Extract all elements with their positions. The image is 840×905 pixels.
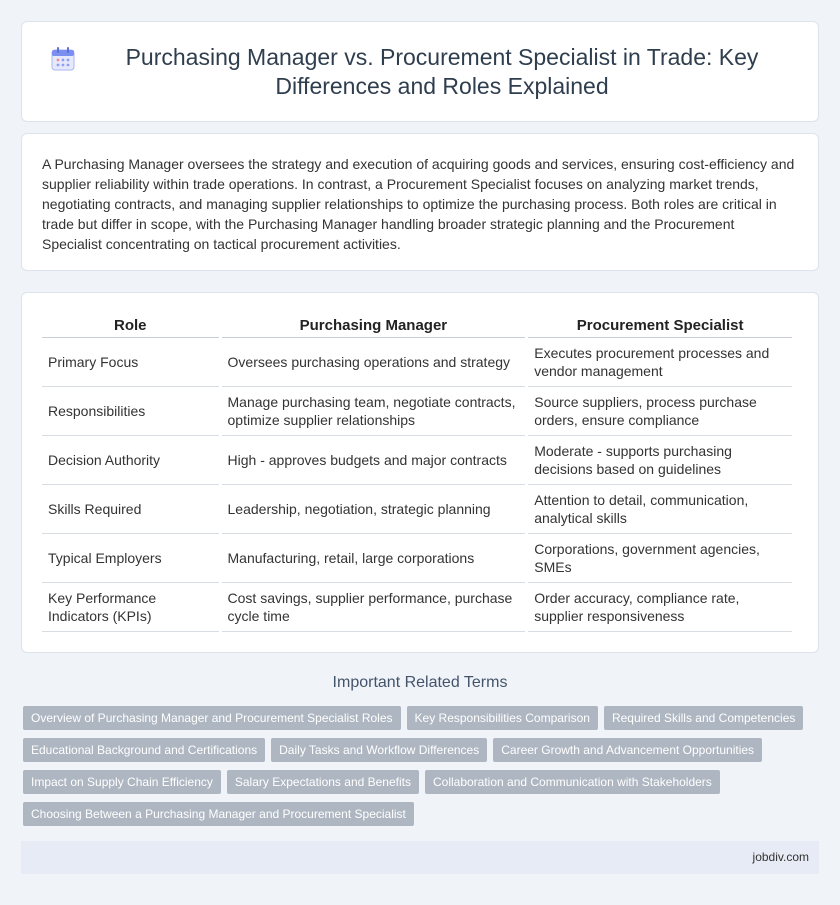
row-label: Skills Required — [42, 485, 219, 534]
purchasing-manager-cell: Manage purchasing team, negotiate contracts, optimize supplier relationships — [222, 387, 526, 436]
related-term-tag[interactable]: Impact on Supply Chain Efficiency — [23, 770, 221, 794]
related-term-tag[interactable]: Salary Expectations and Benefits — [227, 770, 419, 794]
related-term-tag[interactable]: Overview of Purchasing Manager and Procurement Specialist Roles — [23, 706, 401, 730]
calendar-icon — [50, 46, 76, 72]
related-term-tag[interactable]: Required Skills and Competencies — [604, 706, 803, 730]
intro-card — [21, 133, 819, 271]
footer-site-link[interactable]: jobdiv.com — [752, 850, 809, 864]
purchasing-manager-cell: Leadership, negotiation, strategic planning — [222, 485, 526, 534]
related-term-tag[interactable]: Collaboration and Communication with Stakeholders — [425, 770, 720, 794]
column-header-procurement-specialist: Procurement Specialist — [528, 307, 792, 338]
table-row — [42, 534, 792, 583]
title-wrap — [50, 43, 790, 101]
purchasing-manager-cell: Manufacturing, retail, large corporations — [222, 534, 526, 583]
page-title: Purchasing Manager vs. Procurement Specialist in Trade: Key Differences and Roles Explained — [125, 43, 759, 99]
table-row — [42, 485, 792, 534]
related-terms-list — [23, 706, 823, 834]
related-term-tag[interactable]: Career Growth and Advancement Opportunities — [493, 738, 762, 762]
procurement-specialist-cell: Attention to detail, communication, analytical skills — [528, 485, 792, 534]
related-term-tag[interactable]: Choosing Between a Purchasing Manager and Procurement Specialist — [23, 802, 414, 826]
footer — [21, 841, 819, 874]
purchasing-manager-cell: Oversees purchasing operations and strategy — [222, 338, 526, 387]
procurement-specialist-cell: Order accuracy, compliance rate, supplier responsiveness — [528, 583, 792, 632]
procurement-specialist-cell: Executes procurement processes and vendor management — [528, 338, 792, 387]
comparison-table — [39, 307, 795, 632]
procurement-specialist-cell: Corporations, government agencies, SMEs — [528, 534, 792, 583]
row-label: Key Performance Indicators (KPIs) — [42, 583, 219, 632]
intro-paragraph: A Purchasing Manager oversees the strategy and execution of acquiring goods and services, ensuring cost-efficiency and supplier reliability within trade operations. In contrast, a Procurement Specialist focuses on analyzing market trends, negotiating contracts, and managing supplier relationships to optimize the purchasing process. Both roles are critical in trade but differ in scope, with the Purchasing Manager handling broader strategic planning and the Procurement Specialist concentrating on tactical procurement activities. — [42, 156, 795, 252]
procurement-specialist-cell: Source suppliers, process purchase orders, ensure compliance — [528, 387, 792, 436]
procurement-specialist-cell: Moderate - supports purchasing decisions based on guidelines — [528, 436, 792, 485]
table-header-row — [42, 307, 792, 338]
column-header-purchasing-manager: Purchasing Manager — [222, 307, 526, 338]
row-label: Responsibilities — [42, 387, 219, 436]
row-label: Decision Authority — [42, 436, 219, 485]
row-label: Primary Focus — [42, 338, 219, 387]
related-terms-heading: Important Related Terms — [332, 674, 508, 691]
related-term-tag[interactable]: Daily Tasks and Workflow Differences — [271, 738, 487, 762]
header-card — [21, 21, 819, 122]
purchasing-manager-cell: Cost savings, supplier performance, purchase cycle time — [222, 583, 526, 632]
related-term-tag[interactable]: Educational Background and Certifications — [23, 738, 265, 762]
table-row — [42, 338, 792, 387]
table-row — [42, 583, 792, 632]
column-header-role: Role — [42, 307, 219, 338]
related-term-tag[interactable]: Key Responsibilities Comparison — [407, 706, 598, 730]
row-label: Typical Employers — [42, 534, 219, 583]
table-row — [42, 436, 792, 485]
comparison-table-card — [21, 292, 819, 653]
purchasing-manager-cell: High - approves budgets and major contracts — [222, 436, 526, 485]
table-row — [42, 387, 792, 436]
